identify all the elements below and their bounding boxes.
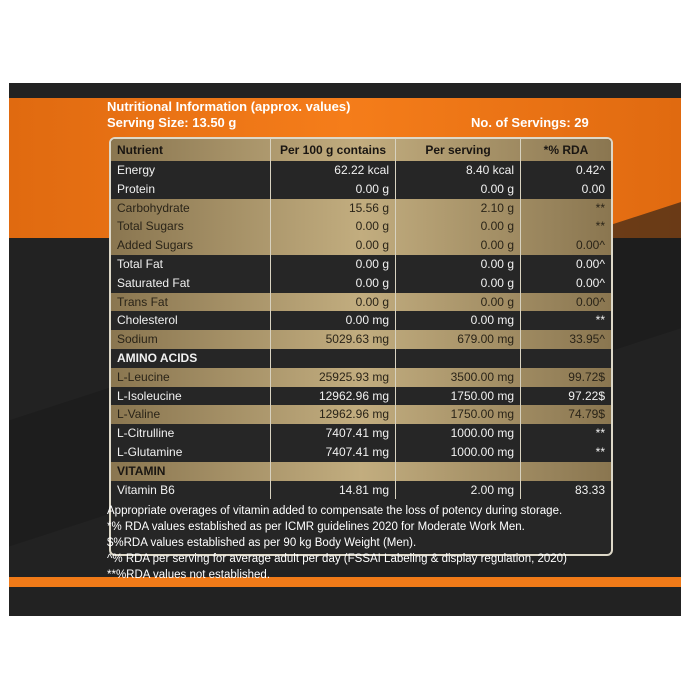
rda-value: ** [595,426,605,441]
nutrient-name: Trans Fat [111,293,271,312]
col-header-serving: Per serving [396,139,521,161]
footnote-not-established: **%RDA values not established. [107,569,271,581]
rda-value: 0.00^ [576,294,605,309]
per100-value: 12962.96 mg [271,405,396,424]
per100-value: 7407.41 mg [271,424,396,443]
per100-value: 14.81 mg [271,481,396,500]
section-row-amino-acids [111,349,611,368]
footnote-bodyweight: $%RDA values established as per 90 kg Body Weight (Men). [107,537,417,549]
rda-value: ** [595,313,605,328]
per100-value: 0.00 g [271,293,396,312]
rda-value [521,462,611,481]
section-row-vitamin [111,462,611,481]
per100-value: 0.00 g [271,180,396,199]
table-row [111,180,611,199]
serving-value: 0.00 g [396,236,521,255]
serving-value [396,349,521,368]
serving-value: 0.00 mg [396,311,521,330]
table-row [111,311,611,330]
col-header-rda: *% RDA [543,143,589,157]
label-panel [9,83,681,616]
table-row [111,161,611,180]
table-row [111,405,611,424]
nutrient-name: Saturated Fat [111,274,271,293]
per100-value: 15.56 g [271,199,396,218]
table-row [111,217,611,236]
serving-value: 3500.00 mg [396,368,521,387]
section-label: VITAMIN [111,462,271,481]
per100-value: 0.00 g [271,236,396,255]
nutrient-name: Total Sugars [111,217,271,236]
nutrient-name: Cholesterol [111,311,271,330]
section-label: AMINO ACIDS [111,349,271,368]
per100-value: 5029.63 mg [271,330,396,349]
table-row [111,274,611,293]
serving-value: 0.00 g [396,180,521,199]
serving-value: 1000.00 mg [396,443,521,462]
rda-value: ** [595,219,605,234]
serving-value: 1750.00 mg [396,387,521,406]
serving-value [396,462,521,481]
per100-value: 62.22 kcal [271,161,396,180]
nutrient-name: Vitamin B6 [111,481,271,500]
serving-value: 0.00 g [396,274,521,293]
table-row [111,255,611,274]
col-header-per100: Per 100 g contains [271,139,396,161]
nutrient-name: L-Leucine [111,368,271,387]
nutrient-name: Sodium [111,330,271,349]
table-row [111,368,611,387]
serving-value: 0.00 g [396,217,521,236]
nutrient-name: L-Isoleucine [111,387,271,406]
per100-value: 0.00 g [271,255,396,274]
table-header-row [111,139,611,161]
table-row [111,443,611,462]
nutrition-table [109,137,613,556]
serving-value: 8.40 kcal [396,161,521,180]
rda-value: ** [595,444,605,459]
nutrient-name: L-Valine [111,405,271,424]
nutrient-name: L-Citrulline [111,424,271,443]
per100-value: 0.00 g [271,274,396,293]
rda-value: 0.00 [581,181,605,196]
rda-value: 83.33 [574,482,605,497]
footnote-overages: Appropriate overages of vitamin added to compensate the loss of potency during storage. [107,505,563,517]
nutrient-name: Protein [111,180,271,199]
table-row [111,293,611,312]
nutrient-name: Added Sugars [111,236,271,255]
serving-value: 2.00 mg [396,481,521,500]
rda-value: 0.00^ [576,256,605,271]
rda-value: 97.22$ [568,388,605,403]
rda-value: 0.42^ [576,163,605,177]
rda-value: 0.00^ [576,238,605,253]
nutrient-name: Carbohydrate [111,199,271,218]
per100-value: 0.00 g [271,217,396,236]
nutrient-name: Energy [111,161,271,180]
nutrient-name: L-Glutamine [111,443,271,462]
table-row [111,481,611,500]
table-row [111,424,611,443]
per100-value [271,462,396,481]
serving-value: 0.00 g [396,255,521,274]
footnote-fssai: ^% RDA per serving for average adult per day (FSSAI Labeling & display regulation, 2020) [107,553,567,565]
col-header-nutrient: Nutrient [111,139,271,161]
serving-value: 1750.00 mg [396,405,521,424]
serving-size: Serving Size: 13.50 g [107,115,237,130]
serving-value: 0.00 g [396,293,521,312]
rda-value: 74.79$ [568,407,605,422]
nutrition-title: Nutritional Information (approx. values) [107,99,351,114]
per100-value [271,349,396,368]
servings-count: No. of Servings: 29 [471,115,589,130]
footnote-icmr: *% RDA values established as per ICMR guidelines 2020 for Moderate Work Men. [107,521,525,533]
serving-value: 2.10 g [396,199,521,218]
table-row [111,199,611,218]
per100-value: 12962.96 mg [271,387,396,406]
footnotes [107,503,567,583]
table-row [111,330,611,349]
rda-value: ** [595,200,605,215]
per100-value: 25925.93 mg [271,368,396,387]
per100-value: 0.00 mg [271,311,396,330]
rda-value: 0.00^ [576,275,605,290]
rda-value: 33.95^ [569,332,605,347]
per100-value: 7407.41 mg [271,443,396,462]
serving-value: 1000.00 mg [396,424,521,443]
rda-value: 99.72$ [568,369,605,384]
table-row [111,236,611,255]
serving-value: 679.00 mg [396,330,521,349]
nutrient-name: Total Fat [111,255,271,274]
rda-value [521,349,611,368]
table-row [111,387,611,406]
